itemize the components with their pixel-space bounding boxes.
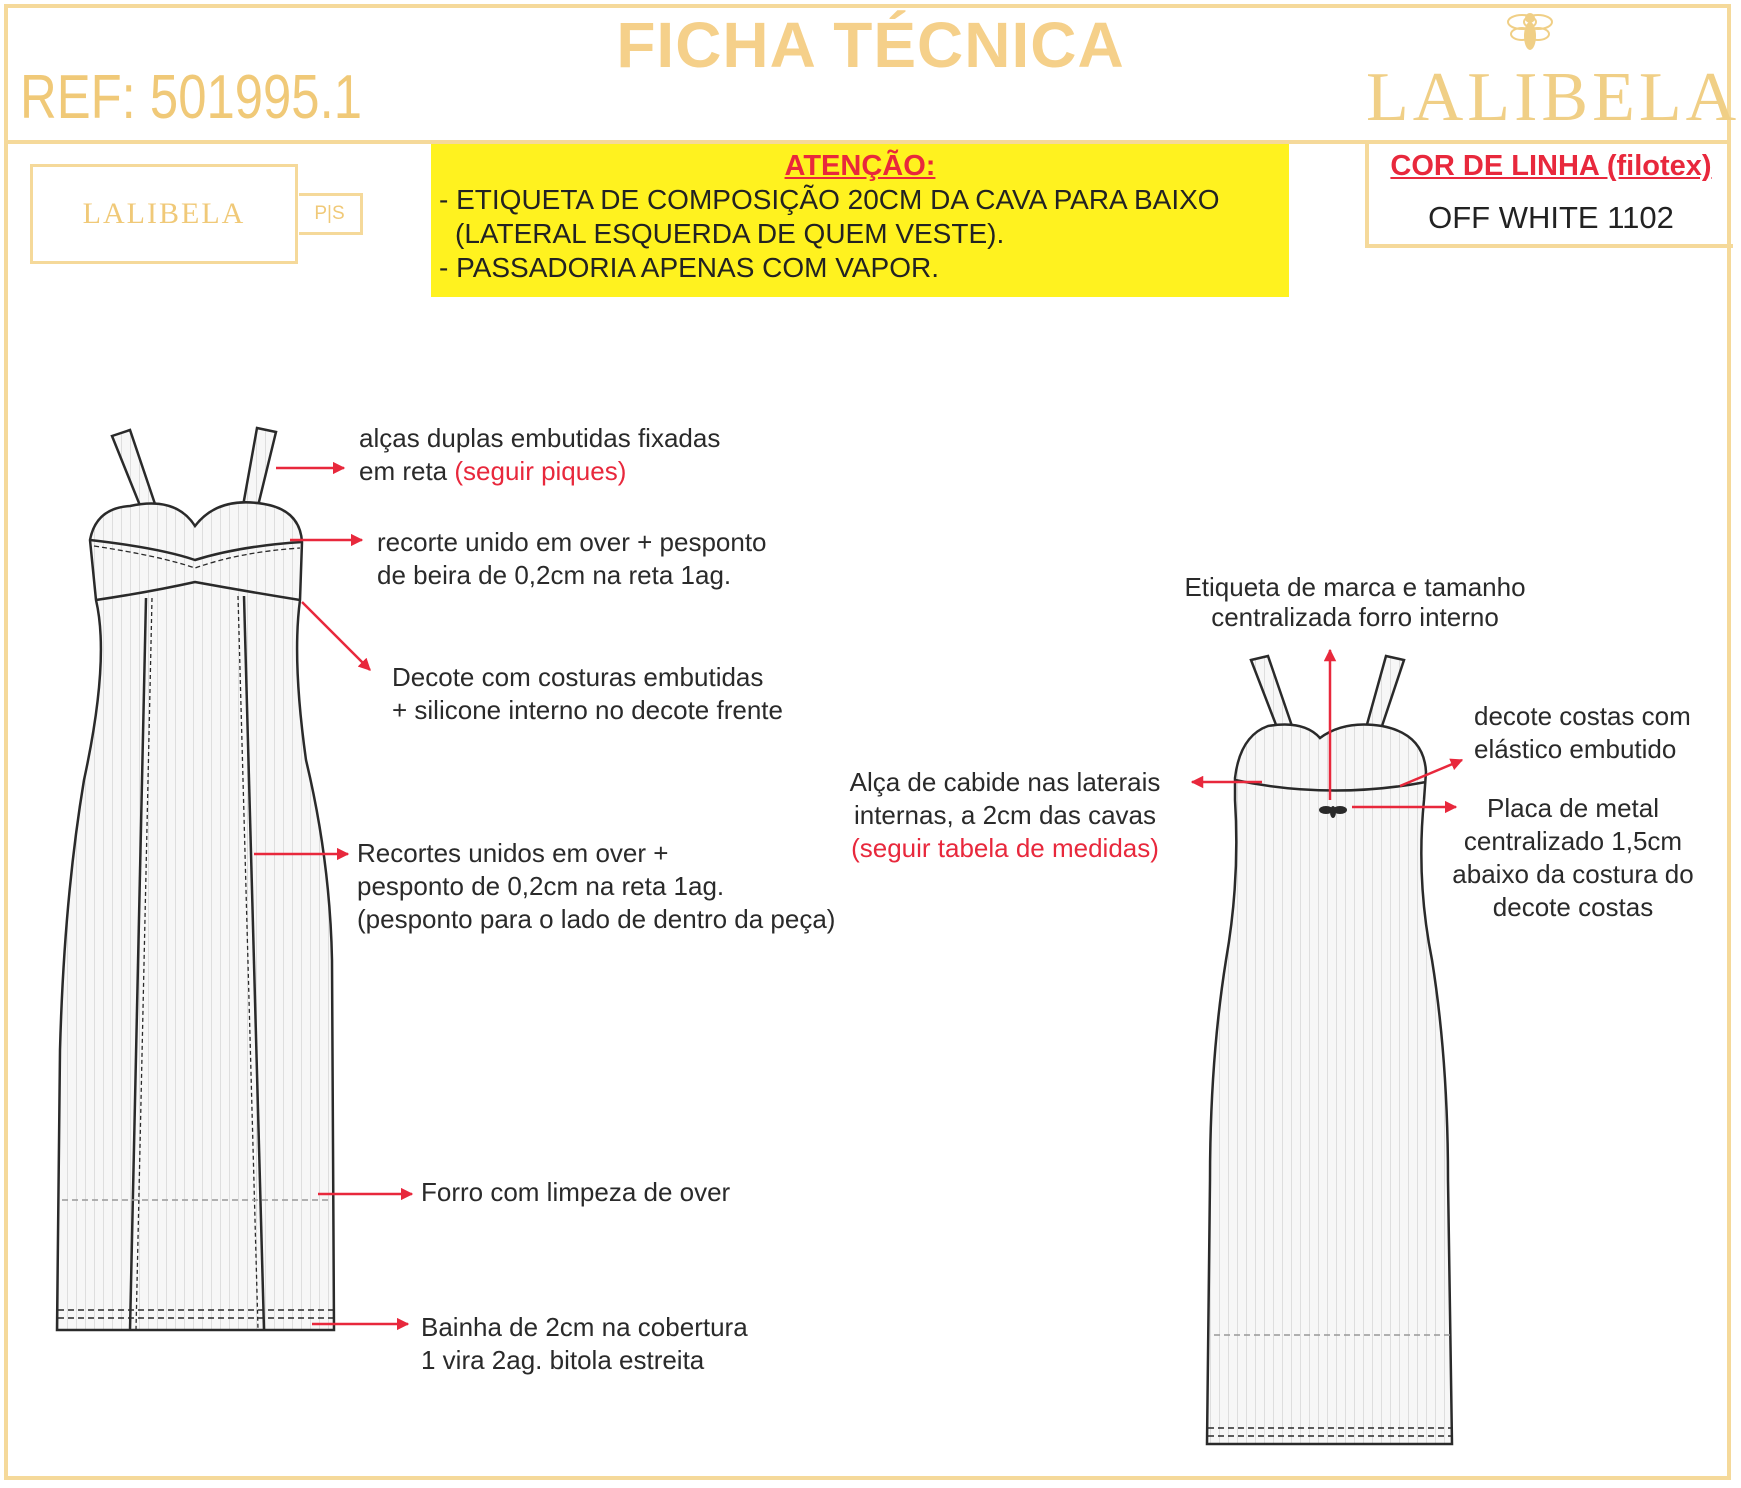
note-metal-plate: Placa de metal centralizado 1,5cm abaixo da costura do decote costas [1452,793,1694,922]
note-brand-label: Etiqueta de marca e tamanho centralizada forro interno [1184,572,1526,632]
attention-line: (LATERAL ESQUERDA DE QUEM VESTE). [455,218,1005,249]
attention-line: - PASSADORIA APENAS COM VAPOR. [439,252,939,283]
front-dress-drawing [57,428,334,1330]
note-hanger-loop: Alça de cabide nas laterais internas, a 2cm das cavas (seguir tabela de medidas) [849,767,1161,863]
note-panels: Recortes unidos em over + pesponto de 0,2cm na reta 1ag. (pesponto para o lado de dentro da peça) [357,838,836,934]
brand-logo: LALIBELA [1366,59,1741,136]
attention-title: ATENÇÃO: [784,150,936,182]
note-straps: alças duplas embutidas fixadas em reta (seguir piques) [359,423,721,486]
note-bust-seam: recorte unido em over + pesponto de beira de 0,2cm na reta 1ag. [377,527,767,590]
note-hem: Bainha de 2cm na cobertura 1 vira 2ag. bitola estreita [421,1312,748,1375]
reference-code: REF: 501995.1 [20,63,362,132]
brand-label-tag: LALIBELA [30,164,298,264]
size-label-tag: P|S [299,193,363,235]
thread-color-value: OFF WHITE 1102 [1428,200,1674,235]
attention-line: - ETIQUETA DE COMPOSIÇÃO 20CM DA CAVA PARA BAIXO [439,184,1220,215]
note-lining: Forro com limpeza de over [421,1177,731,1207]
note-neckline: Decote com costuras embutidas + silicone interno no decote frente [392,662,783,725]
note-back-neckline: decote costas com elástico embutido [1474,701,1691,764]
page-title: FICHA TÉCNICA [616,9,1125,81]
thread-color-title: COR DE LINHA (filotex) [1390,150,1712,182]
